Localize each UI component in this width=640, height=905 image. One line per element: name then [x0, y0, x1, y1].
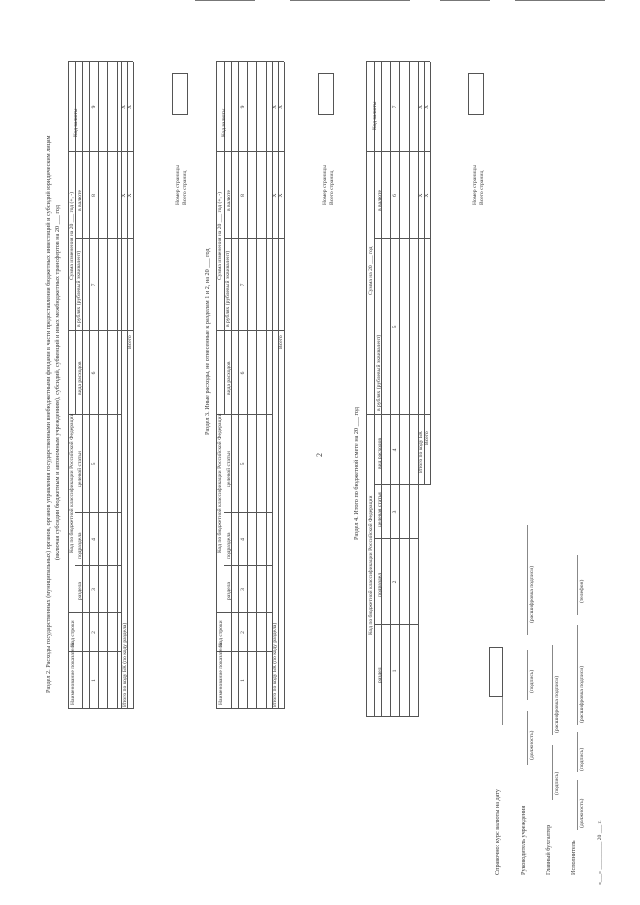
s3-header-target: целевой статьи	[226, 451, 232, 487]
s3-col-7: 7	[240, 283, 246, 287]
chief-accountant-label: Главный бухгалтер	[545, 824, 552, 875]
head-label: Руководитель учреждения	[520, 805, 527, 875]
s2-header-subsection: подраздела	[77, 532, 83, 559]
s2-header-section: раздела	[77, 582, 83, 600]
s4-x-mark: X	[424, 104, 430, 110]
chief-accountant-signature: (подпись)	[554, 771, 560, 795]
head-position: (должность)	[529, 730, 535, 760]
s3-col-2: 2	[240, 631, 246, 634]
s2-header-expense-type: вида расходов	[77, 361, 83, 395]
s2-col-5: 5	[91, 462, 97, 466]
s3-header-currency: в валюте	[226, 190, 232, 211]
exchange-rate-box[interactable]	[489, 647, 503, 697]
s4-header-rub: в рублях (рублевый эквивалент)	[376, 334, 382, 411]
s3-x-mark: X	[272, 193, 278, 198]
s4-header-subsection: подраздел	[377, 573, 383, 597]
s2-total-by-code: Итого по коду БК (по коду раздела)	[122, 622, 128, 707]
s3-page-number-label: Номер страницы	[322, 165, 328, 205]
s4-header-amount: Сумма на 20 ___ год	[368, 246, 374, 295]
s2-x-mark: X	[127, 104, 133, 110]
s4-header-section: раздел	[377, 667, 383, 683]
section2-title-line1: Раздел 2. Расходы государственных (муниципальных) органов, органов управления государственными внебюджетными фондами в части предоставления бюджетных инвестиций и субсидий юридическим лицам	[45, 135, 52, 693]
section2-title-line2: (включая субсидии бюджетным и автономным учреждениям), субсидий, субвенций и иных межбюджетных трансфертов на 20 ___ год	[54, 205, 61, 560]
s3-col-5: 5	[240, 462, 246, 466]
s2-header-target: целевой статьи	[77, 451, 83, 487]
s3-col-6: 6	[240, 371, 246, 375]
s3-header-rub: в рублях (рублевый эквивалент)	[225, 250, 231, 327]
s4-header-currency-code: Код валюты	[372, 101, 378, 130]
s2-col-8: 8	[91, 194, 97, 197]
s4-header-currency: в валюте	[377, 190, 383, 211]
s3-col-8: 8	[240, 194, 246, 197]
section3-title: Раздел 3. Иные расходы, не отнесенные к разделам 1 и 2, на 20 ___ год	[204, 248, 211, 435]
s4-col-3: 3	[392, 510, 398, 514]
s2-total: Всего	[127, 335, 133, 349]
s2-header-change-amount: Сумма изменения на 20 ___ год (+, -)	[69, 191, 75, 280]
s3-x-mark: X	[272, 104, 278, 110]
s2-header-currency-code: Код валюты	[73, 108, 79, 137]
executor-phone: (телефон)	[579, 579, 585, 603]
s2-header-name: Наименование показателя	[70, 643, 76, 705]
executor-position: (должность)	[579, 798, 585, 828]
s3-header-currency-code: Код валюты	[221, 108, 227, 137]
s3-x-mark: X	[278, 104, 284, 110]
s4-x-mark: X	[418, 193, 424, 198]
s2-col-2: 2	[91, 631, 97, 634]
s3-header-name: Наименование показателя	[218, 643, 224, 705]
s2-col-9: 9	[91, 105, 97, 109]
s4-col-7: 7	[392, 105, 398, 109]
s2-x-mark: X	[121, 104, 127, 110]
s3-header-change-amount: Сумма изменения на 20 ___ год (+, -)	[217, 191, 223, 280]
s3-header-section: раздела	[226, 582, 232, 600]
executor-label: Исполнитель	[570, 840, 577, 875]
s2-col-1: 1	[91, 679, 97, 682]
executor-signature: (подпись)	[579, 747, 585, 771]
s4-total: Всего	[424, 431, 430, 445]
s3-page-box[interactable]	[318, 73, 334, 115]
head-signature: (подпись)	[529, 669, 535, 693]
s4-header-target: целевая статья	[377, 492, 383, 527]
head-decoding: (расшифровка подписи)	[529, 565, 535, 623]
s4-x-mark: X	[418, 104, 424, 110]
s2-col-7: 7	[91, 283, 97, 287]
s4-total-by-code: Итого по коду БК	[418, 431, 424, 473]
s3-x-mark: X	[278, 193, 284, 198]
page-number: 2	[315, 453, 324, 457]
executor-decoding: (расшифровка подписи)	[579, 665, 585, 723]
s3-col-1: 1	[240, 679, 246, 682]
exchange-rate-label: Справочно: курс валюты на дату	[494, 788, 501, 875]
s4-page-box[interactable]	[468, 73, 484, 115]
s4-header-expense-type: вид расходов	[377, 437, 383, 469]
s2-page-number-label: Номер страницы	[175, 165, 181, 205]
s4-col-1: 1	[392, 669, 398, 673]
s3-header-expense-type: вида расходов	[226, 361, 232, 395]
s2-x-mark: X	[121, 193, 127, 198]
s3-total-by-code: Итого по коду БК (по коду раздела)	[272, 622, 278, 707]
s3-col-4: 4	[240, 538, 246, 541]
s2-header-rub: в рублях (рублевый эквивалент)	[76, 250, 82, 327]
s4-page-number-label: Номер страницы	[472, 165, 478, 205]
s2-x-mark: X	[127, 193, 133, 198]
s2-header-currency: в валюте	[77, 190, 83, 211]
s4-pages-total-label: Всего страниц	[479, 170, 485, 205]
section4-title: Раздел 4. Итого по бюджетной смете на 20 ___ год	[353, 407, 360, 540]
s2-header-budget-code: Код по бюджетной классификации Российской Федерации	[69, 413, 75, 553]
s4-col-6: 6	[392, 194, 398, 197]
s3-col-3: 3	[240, 588, 246, 591]
date-line: «___» __________ 20 ___ г.	[597, 820, 603, 885]
s2-col-6: 6	[91, 371, 97, 375]
s3-header-line-code: Код строки	[218, 620, 224, 647]
s4-col-2: 2	[392, 580, 398, 584]
s3-col-9: 9	[240, 105, 246, 109]
s3-total: Всего	[278, 335, 284, 349]
s4-header-budget-code: Код по бюджетной классификации Российской Федерации	[368, 495, 374, 635]
s4-x-mark: X	[424, 193, 430, 198]
s3-header-subsection: подраздела	[226, 532, 232, 559]
s4-col-4: 4	[392, 448, 398, 452]
chief-accountant-decoding: (расшифровка подписи)	[554, 675, 560, 733]
s4-col-5: 5	[392, 325, 398, 329]
s3-header-budget-code: Код по бюджетной классификации Российской Федерации	[217, 413, 223, 553]
s2-pages-total-label: Всего страниц	[182, 170, 188, 205]
s3-pages-total-label: Всего страниц	[329, 170, 335, 205]
s2-col-3: 3	[91, 588, 97, 591]
s2-header-line-code: Код строки	[70, 620, 76, 647]
s2-page-box[interactable]	[172, 73, 188, 115]
s2-col-4: 4	[91, 538, 97, 541]
